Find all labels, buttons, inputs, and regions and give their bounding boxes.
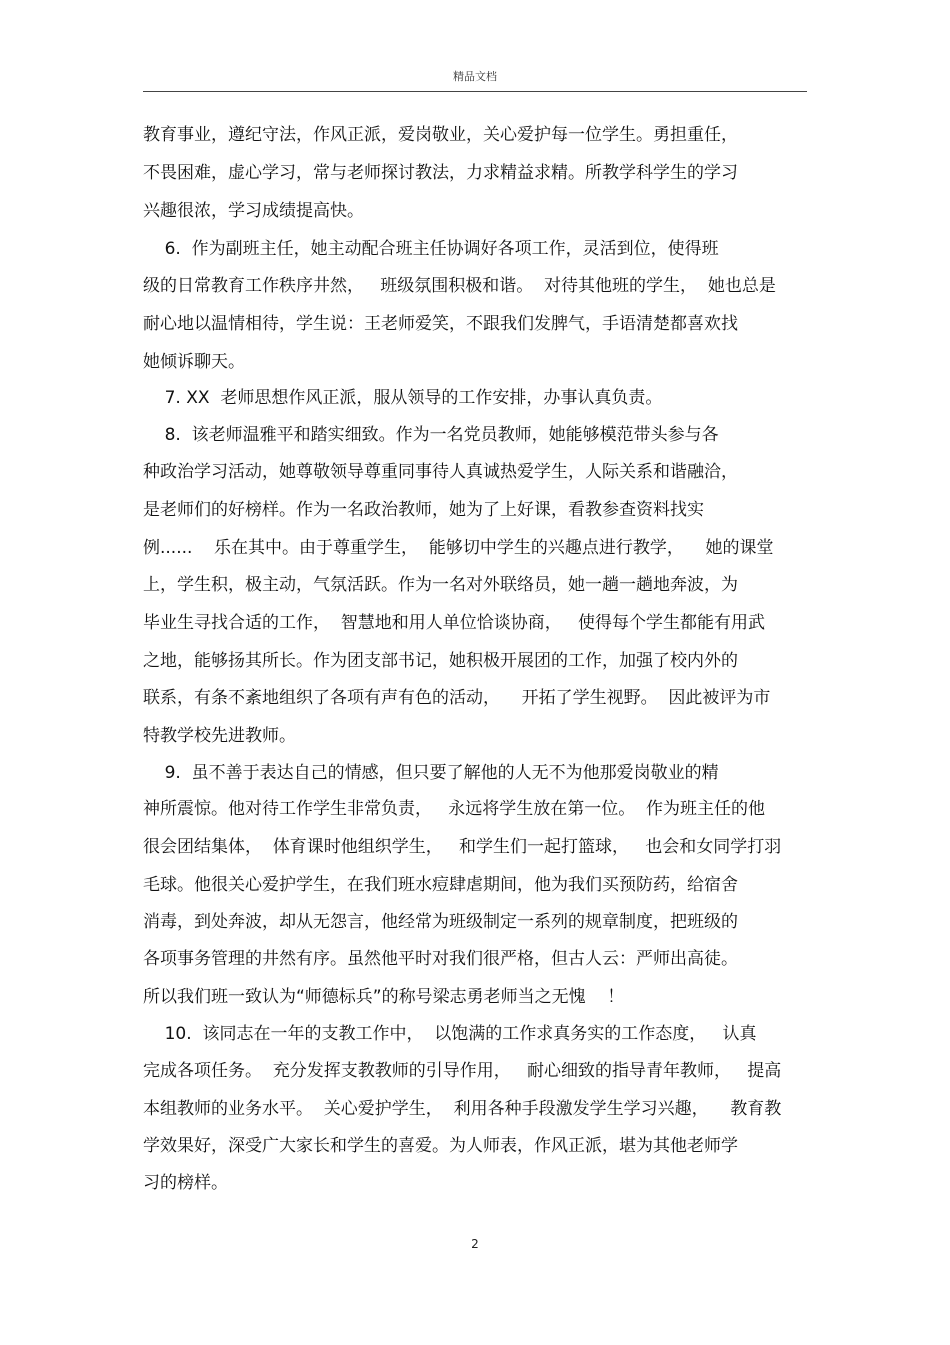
text-line: 之地，能够扬其所长。作为团支部书记，她积极开展团的工作，加强了校内外的 xyxy=(143,651,738,671)
text-line: 9. 虽不善于表达自己的情感，但只要了解他的人无不为他那爱岗敬业的精 xyxy=(143,763,719,783)
text-line: 6. 作为副班主任，她主动配合班主任协调好各项工作，灵活到位，使得班 xyxy=(143,239,719,259)
text-line: 特教学校先进教师。 xyxy=(143,726,296,746)
text-line: 上，学生积，极主动，气氛活跃。作为一名对外联络员，她一趟一趟地奔波，为 xyxy=(143,575,738,595)
text-line: 耐心地以温情相待，学生说：王老师爱笑，不跟我们发脾气，手语清楚都喜欢找 xyxy=(143,314,738,334)
text-line: 习的榜样。 xyxy=(143,1173,228,1193)
text-line: 各项事务管理的井然有序。虽然他平时对我们很严格，但古人云：严师出高徒。 xyxy=(143,949,738,969)
text-line: 种政治学习活动，她尊敬领导尊重同事待人真诚热爱学生，人际关系和谐融洽， xyxy=(143,462,738,482)
text-line: 级的日常教育工作秩序井然， 班级氛围积极和谐。 对待其他班的学生， 她也总是 xyxy=(143,276,776,296)
text-line: 联系，有条不紊地组织了各项有声有色的活动， 开拓了学生视野。 因此被评为市 xyxy=(143,688,771,708)
text-line: 学效果好，深受广大家长和学生的喜爱。为人师表，作风正派，堪为其他老师学 xyxy=(143,1136,738,1156)
text-line: 例...... 乐在其中。由于尊重学生， 能够切中学生的兴趣点进行教学， 她的课堂 xyxy=(143,538,774,558)
page-header: 精品文档 xyxy=(453,70,497,83)
text-line: 教育事业，遵纪守法，作风正派，爱岗敬业，关心爱护每一位学生。勇担重任， xyxy=(143,125,738,145)
text-line: 本组教师的业务水平。 关心爱护学生， 利用各种手段激发学生学习兴趣， 教育教 xyxy=(143,1099,782,1119)
text-line: 神所震惊。他对待工作学生非常负责， 永远将学生放在第一位。 作为班主任的他 xyxy=(143,799,766,819)
text-line: 兴趣很浓，学习成绩提高快。 xyxy=(143,201,364,221)
text-line: 不畏困难，虚心学习，常与老师探讨教法，力求精益求精。所教学科学生的学习 xyxy=(143,163,738,183)
text-line: 7. XX 老师思想作风正派，服从领导的工作安排，办事认真负责。 xyxy=(143,388,663,408)
text-line: 是老师们的好榜样。作为一名政治教师，她为了上好课，看教参查资料找实 xyxy=(143,500,704,520)
text-line: 所以我们班一致认为“师德标兵”的称号梁志勇老师当之无愧 ！ xyxy=(143,987,625,1007)
text-line: 8. 该老师温雅平和踏实细致。作为一名党员教师，她能够模范带头参与各 xyxy=(143,425,719,445)
text-line: 完成各项任务。 充分发挥支教教师的引导作用， 耐心细致的指导青年教师， 提高 xyxy=(143,1061,782,1081)
text-line: 她倾诉聊天。 xyxy=(143,352,245,372)
text-line: 消毒，到处奔波，却从无怨言，他经常为班级制定一系列的规章制度，把班级的 xyxy=(143,912,738,932)
text-line: 毕业生寻找合适的工作， 智慧地和用人单位恰谈协商， 使得每个学生都能有用武 xyxy=(143,613,766,633)
text-line: 很会团结集体， 体育课时他组织学生， 和学生们一起打篮球， 也会和女同学打羽 xyxy=(143,837,782,857)
text-line: 毛球。他很关心爱护学生，在我们班水痘肆虐期间，他为我们买预防药，给宿舍 xyxy=(143,875,738,895)
text-line: 10. 该同志在一年的支教工作中， 以饱满的工作求真务实的工作态度， 认真 xyxy=(143,1024,757,1044)
header-rule xyxy=(143,91,807,92)
page-number: 2 xyxy=(471,1237,479,1251)
